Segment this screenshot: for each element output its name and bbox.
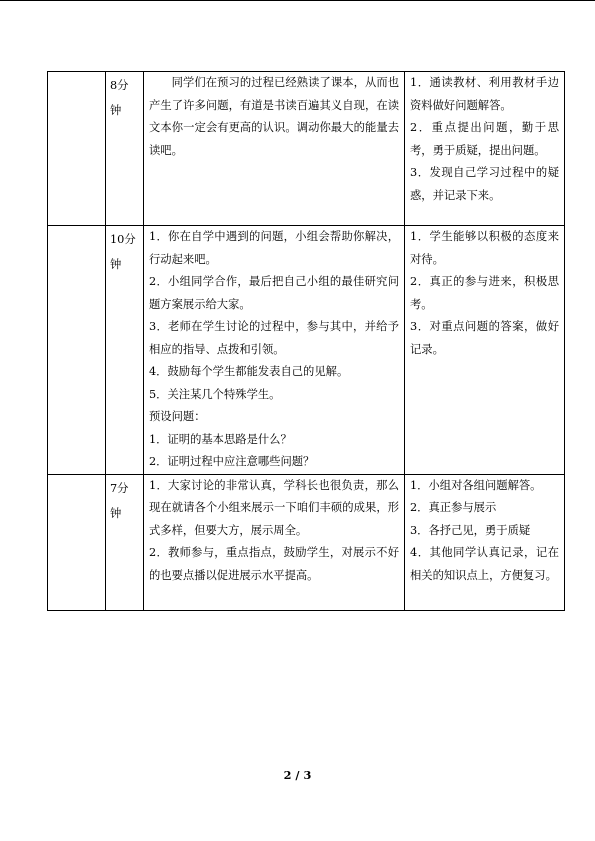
teacher-activity-cell — [144, 474, 405, 610]
teacher-activity-cell — [144, 72, 405, 226]
stage-cell — [48, 474, 106, 610]
stage-cell — [48, 72, 106, 226]
student-activity-cell — [405, 72, 565, 226]
teacher-text: 3．老师在学生讨论的过程中，参与其中，并给予相应的指导、点拨和引领。 — [149, 320, 399, 356]
teacher-text: 1．大家讨论的非常认真，学科长也很负责，那么现在就请各个小组来展示一下咱们丰硕的成果，形式多样，但要大方，展示周全。 — [149, 478, 399, 537]
time-cell: 8分钟 — [106, 72, 144, 226]
teacher-text: 5．关注某几个特殊学生。 — [149, 387, 281, 401]
student-text: 1．通读教材、利用教材手边资料做好问题解答。 — [410, 76, 559, 112]
teacher-text: 2．证明过程中应注意哪些问题？ — [149, 455, 315, 468]
teacher-text: 预设问题： — [149, 410, 206, 423]
student-text: 2．重点提出问题，勤于思考，勇于质疑，提出问题。 — [410, 121, 559, 157]
table-row — [48, 72, 565, 226]
teacher-text: 2．教师参与，重点指点，鼓励学生，对展示不好的也要点播以促进展示水平提高。 — [149, 546, 399, 582]
lesson-plan-table — [47, 71, 565, 611]
student-activity-cell — [405, 474, 565, 610]
student-activity-cell — [405, 226, 565, 475]
teacher-text: 1．证明的基本思路是什么？ — [149, 432, 292, 446]
student-text: 3．各抒己见，勇于质疑 — [410, 523, 531, 537]
student-text: 2．真正参与展示 — [410, 501, 497, 514]
student-text: 3．对重点问题的答案，做好记录。 — [410, 320, 559, 356]
page-number: 2 / 3 — [283, 768, 312, 782]
teacher-text: 4．鼓励每个学生都能发表自己的见解。 — [149, 365, 349, 378]
student-text: 1．学生能够以积极的态度来对待。 — [410, 230, 559, 266]
stage-cell — [48, 226, 106, 475]
header-rule — [0, 0, 595, 1]
teacher-text: 1．你在自学中遇到的问题，小组会帮助你解决，行动起来吧。 — [149, 230, 399, 266]
student-text: 4．其他同学认真记录，记在相关的知识点上，方便复习。 — [410, 546, 559, 582]
student-text: 2．真正的参与进来，积极思考。 — [410, 275, 559, 311]
student-text: 3．发现自己学习过程中的疑惑，并记录下来。 — [410, 166, 559, 202]
time-cell: 10分钟 — [106, 226, 144, 475]
teacher-text: 2．小组同学合作，最后把自己小组的最佳研究问题方案展示给大家。 — [149, 275, 399, 311]
table-row — [48, 474, 565, 610]
teacher-activity-cell — [144, 226, 405, 475]
student-text: 1．小组对各组问题解答。 — [410, 478, 542, 492]
table-row — [48, 226, 565, 475]
teacher-text: 同学们在预习的过程已经熟读了课本，从而也产生了许多问题，有道是书读百遍其义自现，在读文本你一定会有更高的认识。调动你最大的能量去读吧。 — [149, 76, 399, 157]
time-cell: 7分钟 — [106, 474, 144, 610]
